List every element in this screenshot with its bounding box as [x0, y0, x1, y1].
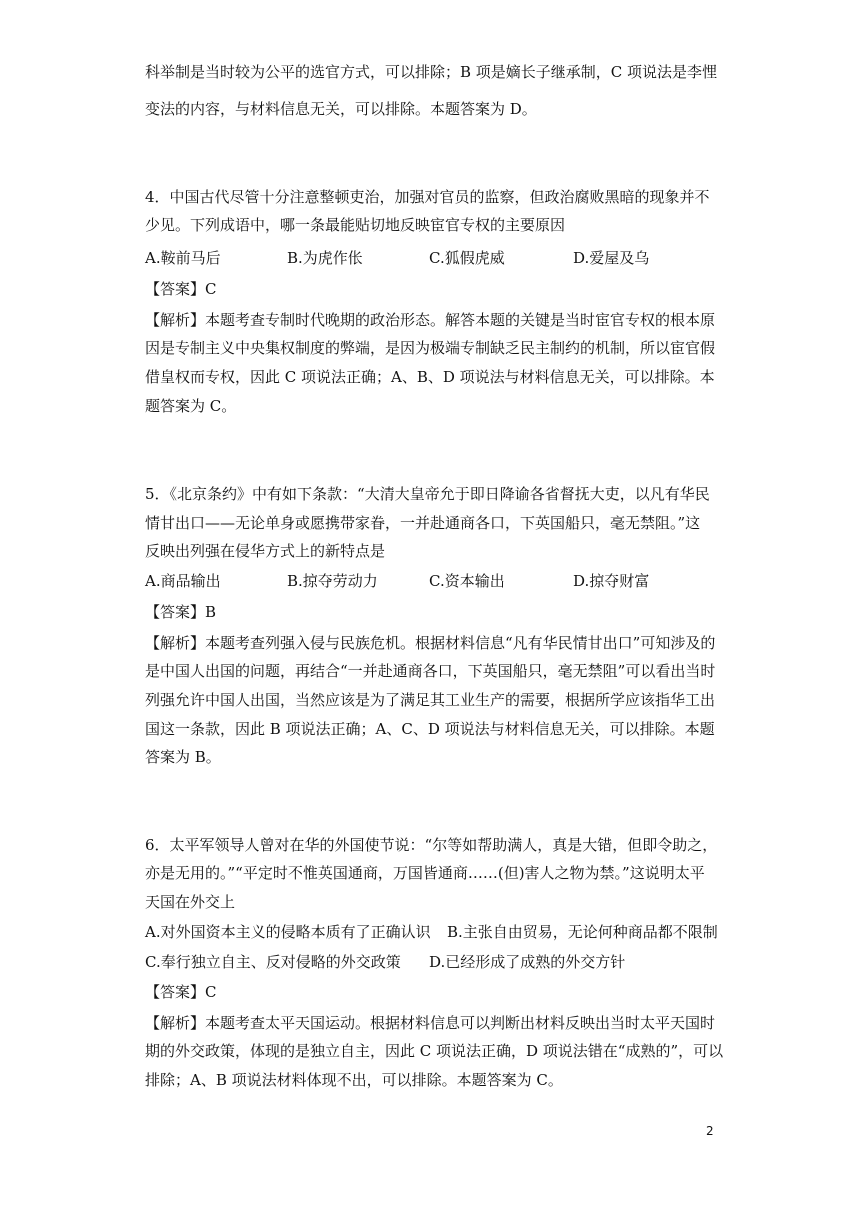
q5-analysis-line-2: 是中国人出国的问题，再结合“一并赴通商各口，下英国船只，毫无禁阻”可以看出当时	[145, 662, 716, 680]
q5-option-b: B.掠夺劳动力	[287, 572, 378, 590]
q4-stem-line-1: 4．中国古代尽管十分注意整顿吏治，加强对官员的监察，但政治腐败黑暗的现象并不	[145, 188, 710, 206]
intro-line-1: 科举制是当时较为公平的选官方式，可以排除；B 项是嫡长子继承制，C 项说法是李悝	[145, 63, 718, 81]
q6-analysis-line-3: 排除；A、B 项说法材料体现不出，可以排除。本题答案为 C。	[145, 1071, 563, 1089]
q5-analysis-line-4: 国这一条款，因此 B 项说法正确；A、C、D 项说法与材料信息无关，可以排除。本题	[145, 720, 715, 738]
q5-option-d: D.掠夺财富	[573, 572, 650, 590]
q6-answer: 【答案】C	[145, 983, 217, 1001]
q6-option-c: C.奉行独立自主、反对侵略的外交政策	[145, 953, 401, 971]
q4-option-d: D.爱屋及乌	[573, 249, 650, 267]
q6-analysis-line-1: 【解析】本题考查太平天国运动。根据材料信息可以判断出材料反映出当时太平天国时	[145, 1014, 716, 1032]
q5-analysis-line-5: 答案为 B。	[145, 748, 221, 766]
q5-analysis-line-1: 【解析】本题考查列强入侵与民族危机。根据材料信息“凡有华民情甘出口”可知涉及的	[145, 634, 716, 652]
q6-option-a: A.对外国资本主义的侵略本质有了正确认识	[145, 923, 431, 941]
q5-option-a: A.商品输出	[145, 572, 221, 590]
q6-stem-line-3: 天国在外交上	[145, 893, 236, 911]
q5-stem-line-3: 反映出列强在侵华方式上的新特点是	[145, 542, 386, 560]
intro-line-2: 变法的内容，与材料信息无关，可以排除。本题答案为 D。	[145, 100, 537, 118]
q6-option-d: D.已经形成了成熟的外交方针	[429, 953, 626, 971]
q5-answer: 【答案】B	[145, 603, 217, 621]
q4-analysis-line-4: 题答案为 C。	[145, 397, 237, 415]
q4-analysis-line-1: 【解析】本题考查专制时代晚期的政治形态。解答本题的关键是当时宦官专权的根本原	[145, 311, 716, 329]
q4-answer: 【答案】C	[145, 280, 217, 298]
q5-analysis-line-3: 列强允许中国人出国，当然应该是为了满足其工业生产的需要，根据所学应该指华工出	[145, 691, 716, 709]
q4-analysis-line-2: 因是专制主义中央集权制度的弊端，是因为极端专制缺乏民主制约的机制，所以宦官假	[145, 339, 716, 357]
q5-stem-line-2: 情甘出口——无论单身或愿携带家眷，一并赴通商各口，下英国船只，毫无禁阻。”这	[145, 514, 701, 532]
q4-option-c: C.狐假虎威	[429, 249, 505, 267]
q4-option-b: B.为虎作伥	[287, 249, 363, 267]
q6-analysis-line-2: 期的外交政策，体现的是独立自主，因此 C 项说法正确，D 项说法错在“成熟的”，可以	[145, 1042, 724, 1060]
q4-analysis-line-3: 借皇权而专权，因此 C 项说法正确；A、B、D 项说法与材料信息无关，可以排除。本	[145, 368, 715, 386]
q5-stem-line-1: 5．《北京条约》中有如下条款：“大清大皇帝允于即日降谕各省督抚大吏，以凡有华民	[145, 485, 710, 503]
q6-stem-line-2: 亦是无用的。”“平定时不惟英国通商，万国皆通商……(但)害人之物为禁。”这说明太平	[145, 864, 705, 882]
q5-option-c: C.资本输出	[429, 572, 505, 590]
q6-stem-line-1: 6．太平军领导人曾对在华的外国使节说：“尔等如帮助满人，真是大错，但即令助之，	[145, 836, 718, 854]
q4-stem-line-2: 少见。下列成语中，哪一条最能贴切地反映宦官专权的主要原因	[145, 216, 566, 234]
q6-option-b: B.主张自由贸易，无论何种商品都不限制	[447, 923, 718, 941]
q4-option-a: A.鞍前马后	[145, 249, 221, 267]
page-number: 2	[706, 1124, 714, 1138]
